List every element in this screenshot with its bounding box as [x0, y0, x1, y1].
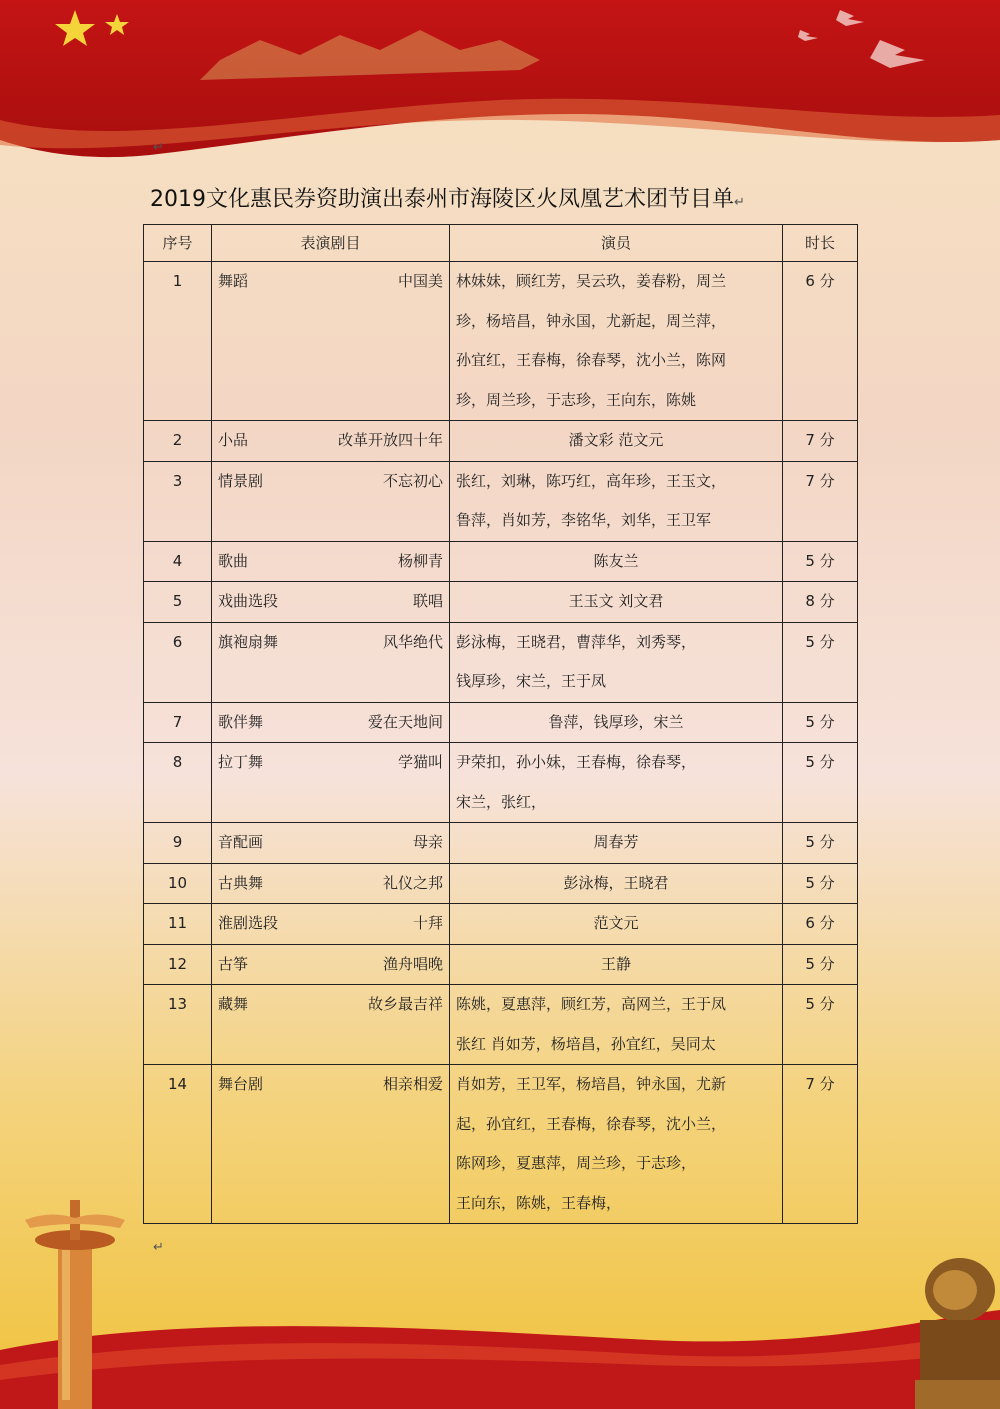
performers-cell: [450, 904, 783, 945]
performers-cell: [450, 702, 783, 743]
program-cell: [212, 904, 450, 945]
row-number: 9: [144, 823, 212, 864]
performers-line: 珍，周兰珍，于志珍，王向东，陈姚: [456, 390, 697, 409]
program-type: 舞蹈: [218, 272, 249, 290]
table-header-row: [144, 225, 858, 262]
table-row: [144, 985, 858, 1065]
program-title: 学猫叫: [397, 753, 443, 771]
duration-cell: 7 分: [783, 421, 858, 462]
program-type: 古典舞: [218, 873, 264, 892]
huabiao-pillar-image: [20, 1180, 130, 1409]
table-row: [144, 582, 858, 623]
performers-line: 王向东，陈姚，王春梅，: [456, 1193, 622, 1212]
top-flag-banner: [0, 0, 1000, 175]
performers-line: 尹荣扣，孙小妹，王春梅，徐春琴，: [456, 753, 697, 771]
duration-cell: 5 分: [783, 743, 858, 823]
performers-line: 陈友兰: [593, 551, 639, 570]
table-row: [144, 823, 858, 864]
performers-line: 起，孙宜红，王春梅，徐春琴，沈小兰，: [456, 1114, 727, 1133]
program-type: 藏舞: [218, 995, 249, 1013]
performers-line: 周春芳: [593, 833, 639, 851]
duration-cell: 7 分: [783, 461, 858, 541]
program-cell: [212, 262, 450, 421]
row-number: 4: [144, 541, 212, 582]
duration-cell: 5 分: [783, 702, 858, 743]
program-type: 戏曲选段: [218, 592, 279, 610]
table-row: [144, 904, 858, 945]
performers-cell: [450, 541, 783, 582]
performers-line: 张红 肖如芳，杨培昌，孙宜红，吴同太: [456, 1034, 716, 1053]
duration-cell: 6 分: [783, 904, 858, 945]
performers-line: 陈网珍，夏惠萍，周兰珍，于志珍，: [456, 1154, 697, 1172]
program-title: 联唱: [412, 592, 443, 610]
performers-cell: [450, 421, 783, 462]
row-number: 8: [144, 743, 212, 823]
performers-cell: [450, 944, 783, 985]
table-row: [144, 421, 858, 462]
performers-cell: [450, 1065, 783, 1224]
duration-cell: 5 分: [783, 985, 858, 1065]
performers-line: 林妹妹，顾红芳，吴云玖，姜春粉，周兰: [456, 272, 727, 290]
table-row: [144, 461, 858, 541]
program-cell: [212, 944, 450, 985]
table-row: [144, 1065, 858, 1224]
table-row: [144, 863, 858, 904]
row-number: 2: [144, 421, 212, 462]
header-performers: 演员: [450, 225, 783, 262]
performers-line: 陈姚，夏惠萍，顾红芳，高网兰，王于凤: [456, 995, 727, 1013]
performers-line: 潘文彩 范文元: [568, 431, 664, 449]
performers-cell: [450, 863, 783, 904]
performers-line: 王玉文 刘文君: [568, 592, 664, 610]
duration-cell: 5 分: [783, 823, 858, 864]
header-no: 序号: [144, 225, 212, 262]
performers-cell: [450, 582, 783, 623]
program-cell: [212, 985, 450, 1065]
program-type: 音配画: [218, 833, 264, 851]
row-number: 14: [144, 1065, 212, 1224]
performers-line: 钱厚珍，宋兰，王于凤: [456, 672, 607, 690]
program-cell: [212, 421, 450, 462]
table-row: [144, 262, 858, 421]
program-title: 十拜: [412, 914, 443, 932]
program-type: 情景剧: [218, 471, 264, 490]
performers-cell: [450, 823, 783, 864]
program-type: 歌伴舞: [218, 712, 264, 731]
star-icon: [55, 8, 135, 48]
program-title: 中国美: [397, 272, 443, 290]
duration-cell: 5 分: [783, 863, 858, 904]
program-title: 故乡最吉祥: [367, 995, 443, 1013]
row-number: 3: [144, 461, 212, 541]
row-number: 1: [144, 262, 212, 421]
duration-cell: 8 分: [783, 582, 858, 623]
performers-line: 范文元: [593, 914, 639, 932]
program-cell: [212, 461, 450, 541]
table-row: [144, 622, 858, 702]
performers-line: 珍，杨培昌，钟永国，尤新起，周兰萍，: [456, 311, 727, 330]
program-cell: [212, 863, 450, 904]
program-cell: [212, 582, 450, 623]
duration-cell: 6 分: [783, 262, 858, 421]
performers-line: 宋兰，张红，: [456, 792, 547, 811]
program-title: 风华绝代: [382, 632, 443, 651]
table-row: [144, 702, 858, 743]
program-cell: [212, 622, 450, 702]
duration-cell: 7 分: [783, 1065, 858, 1224]
header-duration: 时长: [783, 225, 858, 262]
program-cell: [212, 541, 450, 582]
performers-line: 孙宜红，王春梅，徐春琴，沈小兰，陈网: [456, 351, 727, 369]
program-cell: [212, 743, 450, 823]
program-title: 爱在天地间: [367, 712, 443, 731]
program-type: 旗袍扇舞: [218, 632, 279, 651]
performers-cell: [450, 985, 783, 1065]
duration-cell: 5 分: [783, 541, 858, 582]
performers-line: 鲁萍，钱厚珍，宋兰: [548, 712, 684, 731]
performers-cell: [450, 461, 783, 541]
table-row: [144, 743, 858, 823]
row-number: 10: [144, 863, 212, 904]
performers-cell: [450, 622, 783, 702]
paragraph-mark-icon: ↵: [153, 140, 164, 155]
row-number: 11: [144, 904, 212, 945]
table-row: [144, 541, 858, 582]
row-number: 12: [144, 944, 212, 985]
program-title: 杨柳青: [397, 551, 443, 570]
program-title: 改革开放四十年: [337, 431, 443, 449]
program-title: 相亲相爱: [382, 1075, 443, 1093]
program-table: [143, 224, 858, 1224]
performers-line: 张红，刘琳，陈巧红，高年珍，王玉文，: [456, 471, 727, 490]
duration-cell: 5 分: [783, 622, 858, 702]
program-type: 淮剧选段: [218, 914, 279, 932]
program-type: 古筝: [218, 954, 249, 973]
stone-lion-image: [905, 1230, 1000, 1409]
row-number: 6: [144, 622, 212, 702]
program-type: 歌曲: [218, 551, 249, 570]
paragraph-mark-icon: ↵: [153, 1240, 164, 1255]
program-type: 小品: [218, 431, 249, 449]
row-number: 5: [144, 582, 212, 623]
program-type: 舞台剧: [218, 1075, 264, 1093]
header-program: 表演剧目: [212, 225, 450, 262]
page-title: 2019文化惠民券资助演出泰州市海陵区火凤凰艺术团节目单↵: [150, 187, 745, 212]
duration-cell: 5 分: [783, 944, 858, 985]
performers-cell: [450, 743, 783, 823]
program-title: 不忘初心: [382, 471, 443, 490]
program-cell: [212, 1065, 450, 1224]
row-number: 13: [144, 985, 212, 1065]
program-type: 拉丁舞: [218, 753, 264, 771]
program-title: 母亲: [412, 833, 443, 851]
performers-line: 彭泳梅，王晓君，曹萍华，刘秀琴，: [456, 632, 697, 651]
program-cell: [212, 823, 450, 864]
row-number: 7: [144, 702, 212, 743]
performers-line: 肖如芳，王卫军，杨培昌，钟永国，尤新: [456, 1075, 727, 1093]
performers-line: 彭泳梅，王晓君: [563, 873, 669, 892]
program-cell: [212, 702, 450, 743]
table-row: [144, 944, 858, 985]
performers-line: 王静: [600, 954, 631, 973]
program-title: 渔舟唱晚: [382, 954, 443, 973]
program-title: 礼仪之邦: [382, 873, 443, 892]
bottom-flag-banner: [0, 1270, 1000, 1409]
performers-line: 鲁萍，肖如芳，李铭华，刘华，王卫军: [456, 511, 712, 529]
performers-cell: [450, 262, 783, 421]
